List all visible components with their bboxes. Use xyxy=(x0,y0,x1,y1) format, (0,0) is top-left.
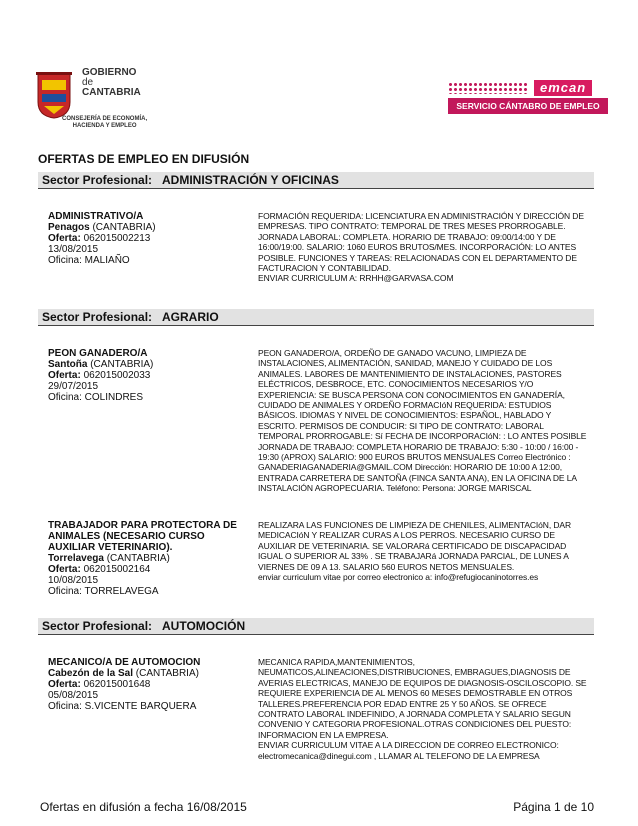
offer-description: PEON GANADERO/A, ORDEÑO DE GANADO VACUNO, LIMPIEZA DE INSTALACIONES, ALIMENTACIÓN, SANIDAD, MANEJO Y CUIDADO DE LOS ANIMALES. LABORES DE MANTENIMIENTO DE INSTALACIONES, PASTORES ELÉCTRICOS, DESBROCE, ETC. CONOCIMIENTOS NECESARIOS Y/O EXPERIENCIA: SE BUSCA PERSONA CON CONOCIMIENTOS EN GANADERÍA, CUIDADO DE ANIMALES Y ORDEÑO FORMACIóN REQUERIDA: ESTUDIOS BÁSICOS. IDIOMAS Y NIVEL DE CONOCIMIENTOS: ESPAÑOL, HABLADO Y ESCRITO. PERMISOS DE CONDUCIR: SI TIPO DE CONTRATO: LABORAL TEMPORAL PRORROGABLE: Sí FECHA DE INCORPORACIóN: : LO ANTES POSIBLE JORNADA DE TRABAJO: COMPLETA HORARIO DE TRABAJO: 5:30 - 10:00 / 16:00 - 19:30 (APROX) SALARIO: 900 EUROS BRUTOS MENSUALES Correo Electrónico : GANADERIAGANADERIA@GMAIL.COM Dirección: HORARIO DE 10:00 A 12:00, ENTRADA CARRETERA DE SANTOÑA (FINCA SANTA ANA), EN LA OFICINA DE LA INSTALACIÓN AGROPECUARIA. Teléfono: Persona: JORGE MARISCAL xyxy=(258,348,587,494)
offer-summary xyxy=(48,211,244,266)
gobierno-wordmark: GOBIERNO de CANTABRIA xyxy=(82,67,141,98)
job-title: MECANICO/A DE AUTOMOCION xyxy=(48,657,201,668)
footer-date: Ofertas en difusión a fecha 16/08/2015 xyxy=(40,800,247,814)
sector-label: Sector Profesional: xyxy=(42,619,153,633)
offer-date: 29/07/2015 xyxy=(48,381,99,392)
document-title: OFERTAS DE EMPLEO EN DIFUSIÓN xyxy=(38,152,250,166)
gobierno-cantabria-logo xyxy=(36,68,256,134)
sector-label: Sector Profesional: xyxy=(42,173,153,187)
offer-location: Cabezón de la Sal (CANTABRIA) xyxy=(48,668,199,679)
sector-name: ADMINISTRACIÓN Y OFICINAS xyxy=(162,173,339,187)
job-title: TRABAJADOR PARA PROTECTORA DE ANIMALES (NECESARIO CURSO AUXILIAR VETERINARIO). xyxy=(48,520,237,553)
emcan-banner: SERVICIO CÁNTABRO DE EMPLEO xyxy=(448,98,608,114)
job-title: PEON GANADERO/A xyxy=(48,348,148,359)
offer-number: Oferta: 062015002033 xyxy=(48,370,151,381)
emcan-logo xyxy=(448,80,608,116)
offer-oficina: Oficina: TORRELAVEGA xyxy=(48,586,159,597)
emcan-dots-icon xyxy=(448,82,528,94)
offer-description: REALIZARA LAS FUNCIONES DE LIMPIEZA DE CHENILES, ALIMENTACIóN, DAR MEDICACIóN Y REALIZAR CURAS A LOS PERROS. NECESARIO CURSO DE AUXILIAR DE VETERINARIA. SE VALORARá CERTIFICADO DE DISCAPACIDAD IGUAL O SUPERIOR AL 33% . SE TRABAJARá JORNADA PARCIAL, DE LUNES A VIERNES DE 09 A 13. SALARIO 560 EUROS NETOS MENSUALES. enviar curriculum vitae por correo electronico a: info@refugiocaninotorres.es xyxy=(258,520,572,583)
sector-name: AGRARIO xyxy=(162,310,219,324)
offer-number: Oferta: 062015002164 xyxy=(48,564,151,575)
sector-header-administracion xyxy=(38,172,594,189)
offer-description: MECANICA RAPIDA,MANTENIMIENTOS, NEUMATICOS,ALINEACIONES,DISTRIBUCIONES, EMBRAGUES,DIAGNOSIS DE AVERIAS ELECTRICAS, MANEJO DE EQUIPOS DE DIAGNOSIS-OSCILOSCOPIO. SE REQUIERE EXPERIENCIA DE AL MENOS 60 MESES DEMOSTRABLE EN OTROS TALLERES.PREFERENCIA POR EDAD ENTRE 25 Y 50 AÑOS. SE OFRECE CONTRATO LABORAL INDEFINIDO, A JORNADA COMPLETA Y SALARIO SEGUN CONVENIO Y CATEGORIA PROFESIONAL.OTRAS CONDICIONES DEL PUESTO: INFORMACION EN LA EMPRESA. ENVIAR CURRICULUM VITAE A LA DIRECCION DE CORREO ELECTRONICO: electromecanica@dinegui.com , LLAMAR AL TELEFONO DE LA EMPRESA xyxy=(258,657,587,761)
offer-date: 05/08/2015 xyxy=(48,690,99,701)
offer-description: FORMACIÓN REQUERIDA: LICENCIATURA EN ADMINISTRACIÓN Y DIRECCIÓN DE EMPRESAS. TIPO CONTRATO: TEMPORAL DE TRES MESES PRORROGABLE. JORNADA LABORAL: COMPLETA. HORARIO DE TRABAJO: 09:00/14:00 Y DE 16:00/19:00. SALARIO: 1060 EUROS BRUTOS/MES. INCORPORACIÓN: LO ANTES POSIBLE. FUNCIONES Y TAREAS: RELACIONADAS CON EL DEPARTAMENTO DE FACTURACION Y CONTABILIDAD. ENVIAR CURRICULUM A: RRHH@GARVASA.COM xyxy=(258,211,584,284)
offer-date: 13/08/2015 xyxy=(48,244,99,255)
emcan-wordmark: emcan xyxy=(534,80,592,96)
offer-summary xyxy=(48,657,244,712)
job-title: ADMINISTRATIVO/A xyxy=(48,211,144,222)
cantabria-crest-icon xyxy=(36,72,72,120)
page-number: Página 1 de 10 xyxy=(513,800,594,814)
offer-location: Santoña (CANTABRIA) xyxy=(48,359,154,370)
offer-oficina: Oficina: MALIAÑO xyxy=(48,255,130,266)
offer-number: Oferta: 062015001648 xyxy=(48,679,151,690)
offer-location: Penagos (CANTABRIA) xyxy=(48,222,156,233)
offer-date: 10/08/2015 xyxy=(48,575,99,586)
offer-number: Oferta: 062015002213 xyxy=(48,233,151,244)
sector-name: AUTOMOCIÓN xyxy=(162,619,246,633)
sector-header-agrario xyxy=(38,309,594,326)
sector-header-automocion xyxy=(38,618,594,635)
offer-summary xyxy=(48,348,244,403)
sector-label: Sector Profesional: xyxy=(42,310,153,324)
offer-oficina: Oficina: COLINDRES xyxy=(48,392,144,403)
page-header xyxy=(0,0,638,140)
offer-oficina: Oficina: S.VICENTE BARQUERA xyxy=(48,701,197,712)
offer-summary xyxy=(48,520,244,597)
offer-location: Torrelavega (CANTABRIA) xyxy=(48,553,170,564)
consejeria-text: CONSEJERÍA DE ECONOMÍA, HACIENDA Y EMPLEO xyxy=(62,116,148,129)
